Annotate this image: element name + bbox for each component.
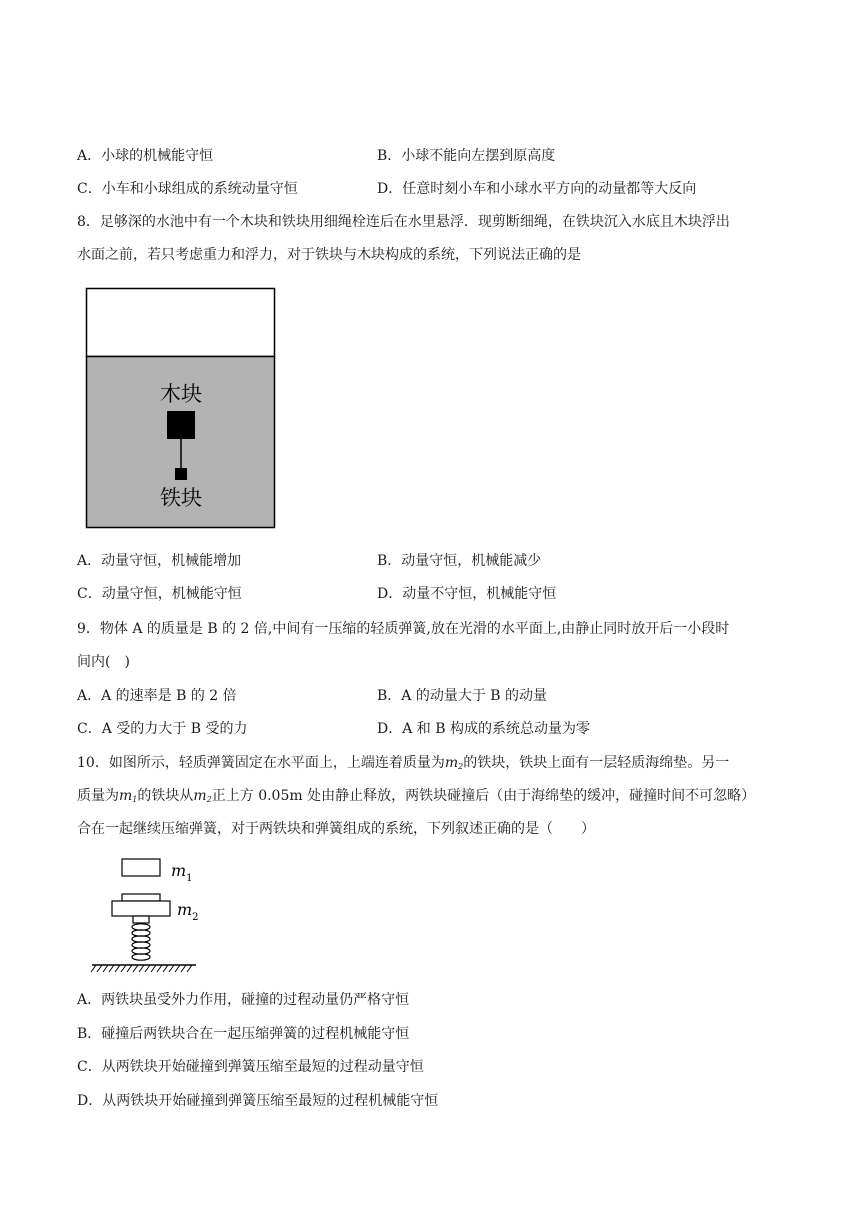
wood-block-label: 木块: [160, 382, 202, 406]
q10-spring-figure: [88, 857, 218, 975]
q10-stem-line-2: [77, 787, 755, 809]
iron-block: [175, 468, 187, 480]
q10-m2-subscript-inline: 2: [206, 795, 212, 804]
q9-option-c: C．A 受的力大于 B 受的力: [77, 721, 248, 737]
q9-stem-line-2: 间内( ): [77, 654, 130, 670]
q10-option-a: A．两铁块虽受外力作用，碰撞的过程动量仍严格守恒: [77, 992, 410, 1008]
q10-stem-line-1: [77, 754, 729, 776]
m2-label: $m_2$: [177, 900, 199, 923]
q10-option-d: D．从两铁块开始碰撞到弹簧压缩至最短的过程机械能守恒: [77, 1093, 439, 1109]
q10-m2-symbol-inline: m: [193, 788, 207, 804]
falling-block-m1: [122, 859, 160, 876]
tank-air-region: [87, 289, 275, 357]
q9-stem-line-1: 9．物体 A 的质量是 B 的 2 倍,中间有一压缩的轻质弹簧,放在光滑的水平面上,由静止同时放开后一小段时: [77, 621, 730, 637]
q10-stem-line-1-text-a: 10．如图所示，轻质弹簧固定在水平面上，上端连着质量为: [77, 755, 445, 771]
q10-m2-subscript: 2: [458, 762, 464, 771]
q10-m1-symbol: m: [119, 788, 133, 804]
q10-option-b: B．碰撞后两铁块合在一起压缩弹簧的过程机械能守恒: [77, 1026, 410, 1042]
q10-m2-symbol: m: [444, 755, 459, 771]
spring-top-plate: [133, 916, 149, 923]
q7-option-b: B．小球不能向左摆到原高度: [377, 148, 556, 164]
m1-label: $m_1$: [171, 861, 193, 884]
q9-option-a: A．A 的速率是 B 的 2 倍: [77, 688, 237, 704]
q9-option-d: D．A 和 B 构成的系统总动量为零: [377, 721, 590, 737]
ground-hatching: [91, 965, 192, 972]
sponge-pad: [122, 894, 160, 901]
spring-coils: [132, 924, 150, 960]
q8-option-c: C．动量守恒，机械能守恒: [77, 586, 242, 602]
iron-block-m2: [112, 901, 170, 916]
q10-stem-line-1-text-b: 的铁块，铁块上面有一层轻质海绵垫。另一: [463, 755, 730, 771]
iron-block-label: 铁块: [160, 486, 202, 510]
q8-stem-line-2: 水面之前，若只考虑重力和浮力，对于铁块与木块构成的系统，下列说法正确的是: [77, 247, 581, 263]
q8-stem-line-1: 8．足够深的水池中有一个木块和铁块用细绳栓连后在水里悬浮．现剪断细绳，在铁块沉入水底且木块浮出: [77, 214, 730, 230]
q10-stem-line-2-text-b: 的铁块从: [137, 788, 194, 804]
q8-option-b: B．动量守恒，机械能减少: [377, 553, 542, 569]
q8-water-tank-figure: [85, 287, 277, 531]
q10-option-c: C．从两铁块开始碰撞到弹簧压缩至最短的过程动量守恒: [77, 1059, 424, 1075]
q7-option-a: A．小球的机械能守恒: [77, 148, 214, 164]
q10-m1-subscript: 1: [132, 795, 138, 804]
q9-option-b: B．A 的动量大于 B 的动量: [377, 688, 548, 704]
q10-stem-line-2-text-c: 正上方 0.05m 处由静止释放，两铁块碰撞后（由于海绵垫的缓冲，碰撞时间不可忽略）: [211, 788, 756, 804]
q7-option-d: D．任意时刻小车和小球水平方向的动量都等大反向: [377, 181, 697, 197]
q10-stem-line-2-text-a: 质量为: [77, 788, 119, 804]
wood-block: [167, 411, 195, 439]
q7-option-c: C．小车和小球组成的系统动量守恒: [77, 181, 298, 197]
q8-option-a: A．动量守恒，机械能增加: [77, 553, 242, 569]
q10-stem-line-3: 合在一起继续压缩弹簧，对于两铁块和弹簧组成的系统，下列叙述正确的是（ ）: [77, 821, 595, 837]
q8-option-d: D．动量不守恒，机械能守恒: [377, 586, 557, 602]
